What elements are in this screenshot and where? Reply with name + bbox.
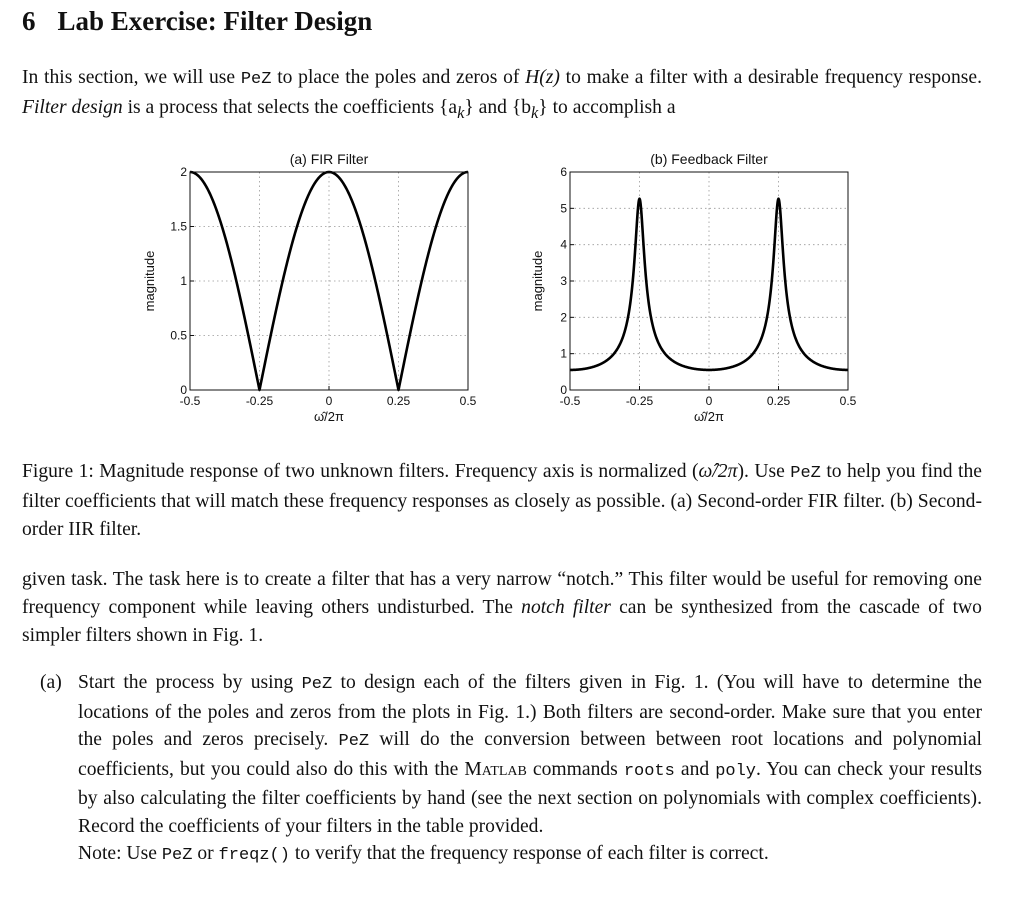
x-tick-label: 0.25 bbox=[766, 394, 791, 408]
y-tick-label: 1 bbox=[180, 274, 187, 288]
pez-code: PeZ bbox=[301, 675, 333, 694]
figure-1 bbox=[0, 140, 1024, 440]
x-tick-label: 0.25 bbox=[386, 394, 411, 408]
y-tick-label: 1.5 bbox=[170, 219, 187, 234]
x-tick-label: 0 bbox=[325, 394, 333, 408]
list-item-a bbox=[40, 669, 982, 870]
intro-text-4: is a process that selects the coefficients bbox=[122, 97, 439, 118]
x-tick-label: -0.25 bbox=[625, 394, 654, 408]
notch-text-1: given task. The task here is to create a filter that has a very narrow “notch.” This filter would be useful for removing one frequency component while leaving others undisturbed. The bbox=[22, 569, 982, 618]
intro-and: and bbox=[473, 97, 512, 118]
y-tick-label: 5 bbox=[560, 201, 567, 216]
y-axis-label-b: magnitude bbox=[530, 250, 545, 312]
section-number: 6 bbox=[22, 6, 36, 36]
ak-set: $\{a_k\}$ bbox=[438, 97, 474, 122]
intro-paragraph bbox=[22, 64, 982, 127]
y-tick-label: 4 bbox=[560, 237, 567, 252]
x-tick-label: -0.5 bbox=[559, 394, 581, 408]
poly-code: poly bbox=[715, 761, 756, 781]
caption-freq: ω̂/2π bbox=[698, 461, 738, 482]
pez-code: PeZ bbox=[161, 846, 193, 865]
caption-text-1: Figure 1: Magnitude response of two unknown filters. Frequency axis is normalized ( bbox=[22, 461, 699, 482]
notch-text-2: can be synthesized from the cascade of two simpler filters shown in Fig. 1. bbox=[22, 597, 982, 646]
intro-text-2: to place the poles and zeros of bbox=[271, 67, 526, 88]
bk-set: $\{b_k\}$ bbox=[511, 97, 548, 122]
x-axis-label-b: ω̂/2π bbox=[694, 409, 724, 424]
y-tick-label: 6 bbox=[560, 165, 567, 179]
chart-title-b: (b) Feedback Filter bbox=[650, 151, 768, 167]
intro-text-1: In this section, we will use bbox=[22, 67, 241, 88]
y-tick-label: 2 bbox=[180, 165, 187, 179]
notch-paragraph bbox=[22, 566, 982, 650]
chart-title-a: (a) FIR Filter bbox=[289, 151, 369, 167]
matlab-name: Matlab bbox=[464, 758, 527, 780]
pez-code: PeZ bbox=[240, 70, 272, 89]
x-axis-label-a: ω̂/2π bbox=[314, 409, 344, 424]
filter-design-term: Filter design bbox=[22, 97, 123, 118]
x-tick-label: -0.5 bbox=[179, 394, 201, 408]
pez-code: PeZ bbox=[790, 464, 821, 483]
y-tick-label: 0 bbox=[180, 383, 187, 397]
freqz-code: freqz() bbox=[218, 846, 290, 865]
y-tick-label: 0.5 bbox=[170, 328, 187, 343]
caption-text-2: ). Use bbox=[737, 461, 791, 482]
intro-text-3: to make a filter with a desirable frequency response. bbox=[559, 67, 982, 88]
section-title: Lab Exercise: Filter Design bbox=[57, 6, 373, 36]
roots-code: roots bbox=[623, 761, 675, 781]
item-body: Start the process by using PeZ to design each of the filters given in Fig. 1. (You will have to determine the locations of the poles and zeros from the plots in Fig. 1.) Both filters are second-order. Make sure that you enter the poles and zeros precisely. PeZ will do the conversion between between root locations and polynomial coefficients, but you could also do this with the Matlab commands roots and poly. You can check your results by also calculating the filter coefficients by hand (see the next section on polynomials with complex coefficients). Record the coefficients of your filters in the table provided. Note: Use PeZ or freqz() to verify that the frequency response of each filter is correct. bbox=[78, 672, 983, 865]
x-tick-label: 0 bbox=[705, 394, 713, 408]
section-heading bbox=[22, 6, 372, 37]
figure-caption bbox=[22, 458, 982, 544]
y-axis-label-a: magnitude bbox=[142, 250, 157, 312]
y-tick-label: 2 bbox=[560, 310, 567, 325]
x-tick-label: -0.25 bbox=[245, 394, 274, 408]
note-text: Note: Use bbox=[78, 843, 162, 864]
item-label: (a) bbox=[40, 672, 62, 693]
x-tick-label: 0.5 bbox=[459, 394, 477, 408]
notch-filter-term: notch filter bbox=[521, 597, 611, 618]
pez-code: PeZ bbox=[338, 732, 370, 751]
y-tick-label: 0 bbox=[560, 383, 567, 397]
intro-text-5: to accomplish a bbox=[547, 97, 676, 118]
y-tick-label: 3 bbox=[560, 274, 567, 288]
x-tick-label: 0.5 bbox=[839, 394, 857, 408]
y-tick-label: 1 bbox=[560, 346, 567, 361]
transfer-function: H(z) bbox=[525, 67, 560, 88]
caption-text-3: to help you find the filter coefficients that will match these frequency responses as closely as possible. (a) Second-order FIR filter. (b) Second-order IIR filter. bbox=[22, 461, 982, 540]
